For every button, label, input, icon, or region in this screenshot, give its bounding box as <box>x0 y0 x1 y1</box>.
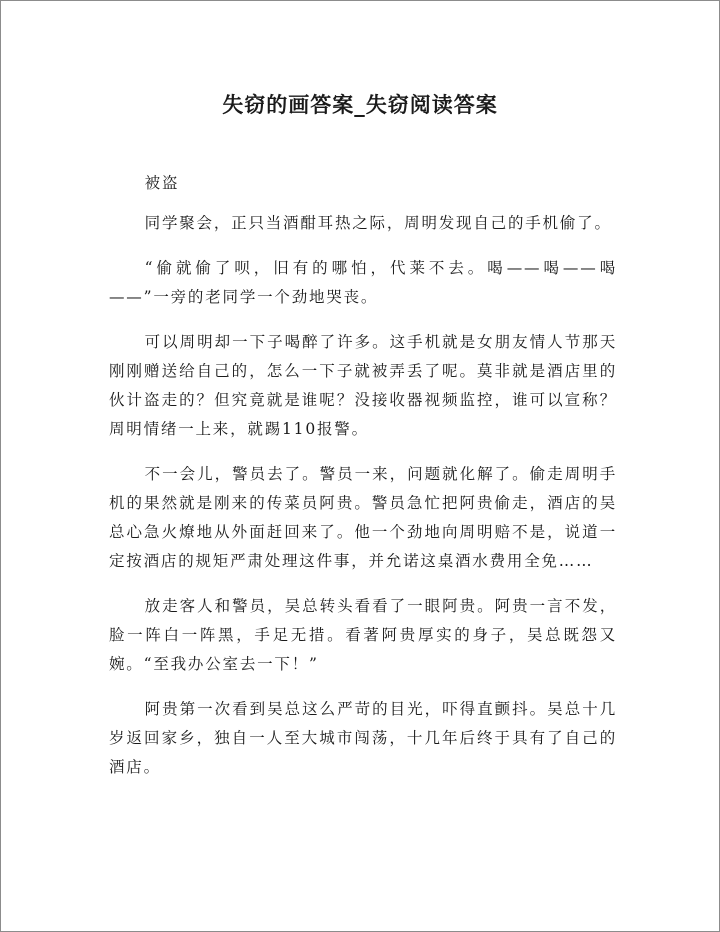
document-title: 失窃的画答案_失窃阅读答案 <box>222 93 498 117</box>
paragraph-3: 可以周明却一下子喝醉了许多。这手机就是女朋友情人节那天刚刚赠送给自己的，怎么一下子就被弄丢了呢。莫非就是酒店里的伙计盗走的？但究竟就是谁呢？没接收器视频监控，谁可以宣称？周明情绪一上来，就踢110报警。 <box>109 333 617 438</box>
paragraph-1: 同学聚会，正只当酒酣耳热之际，周明发现自己的手机偷了。 <box>144 214 612 232</box>
paragraph-2: “偷就偷了呗，旧有的哪怕，代莱不去。喝——喝——喝——”一旁的老同学一个劲地哭丧。 <box>109 259 617 306</box>
paragraph-4: 不一会儿，警员去了。警员一来，问题就化解了。偷走周明手机的果然就是刚来的传菜员阿贵。警员急忙把阿贵偷走，酒店的吴总心急火燎地从外面赶回来了。他一个劲地向周明赔不是，说道一定按酒店的规矩严肃处理这件事，并允诺这桌酒水费用全免…… <box>109 465 617 570</box>
article-body <box>109 169 617 798</box>
paragraph-6: 阿贵第一次看到吴总这么严苛的目光，吓得直颤抖。吴总十几岁返回家乡，独自一人至大城市闯荡，十几年后终于具有了自己的酒店。 <box>109 700 617 776</box>
section-heading: 被盗 <box>144 174 180 192</box>
paragraph-5: 放走客人和警员，吴总转头看看了一眼阿贵。阿贵一言不发，脸一阵白一阵黑，手足无措。看著阿贵厚实的身子，吴总既怨又婉。“至我办公室去一下！” <box>109 597 617 673</box>
